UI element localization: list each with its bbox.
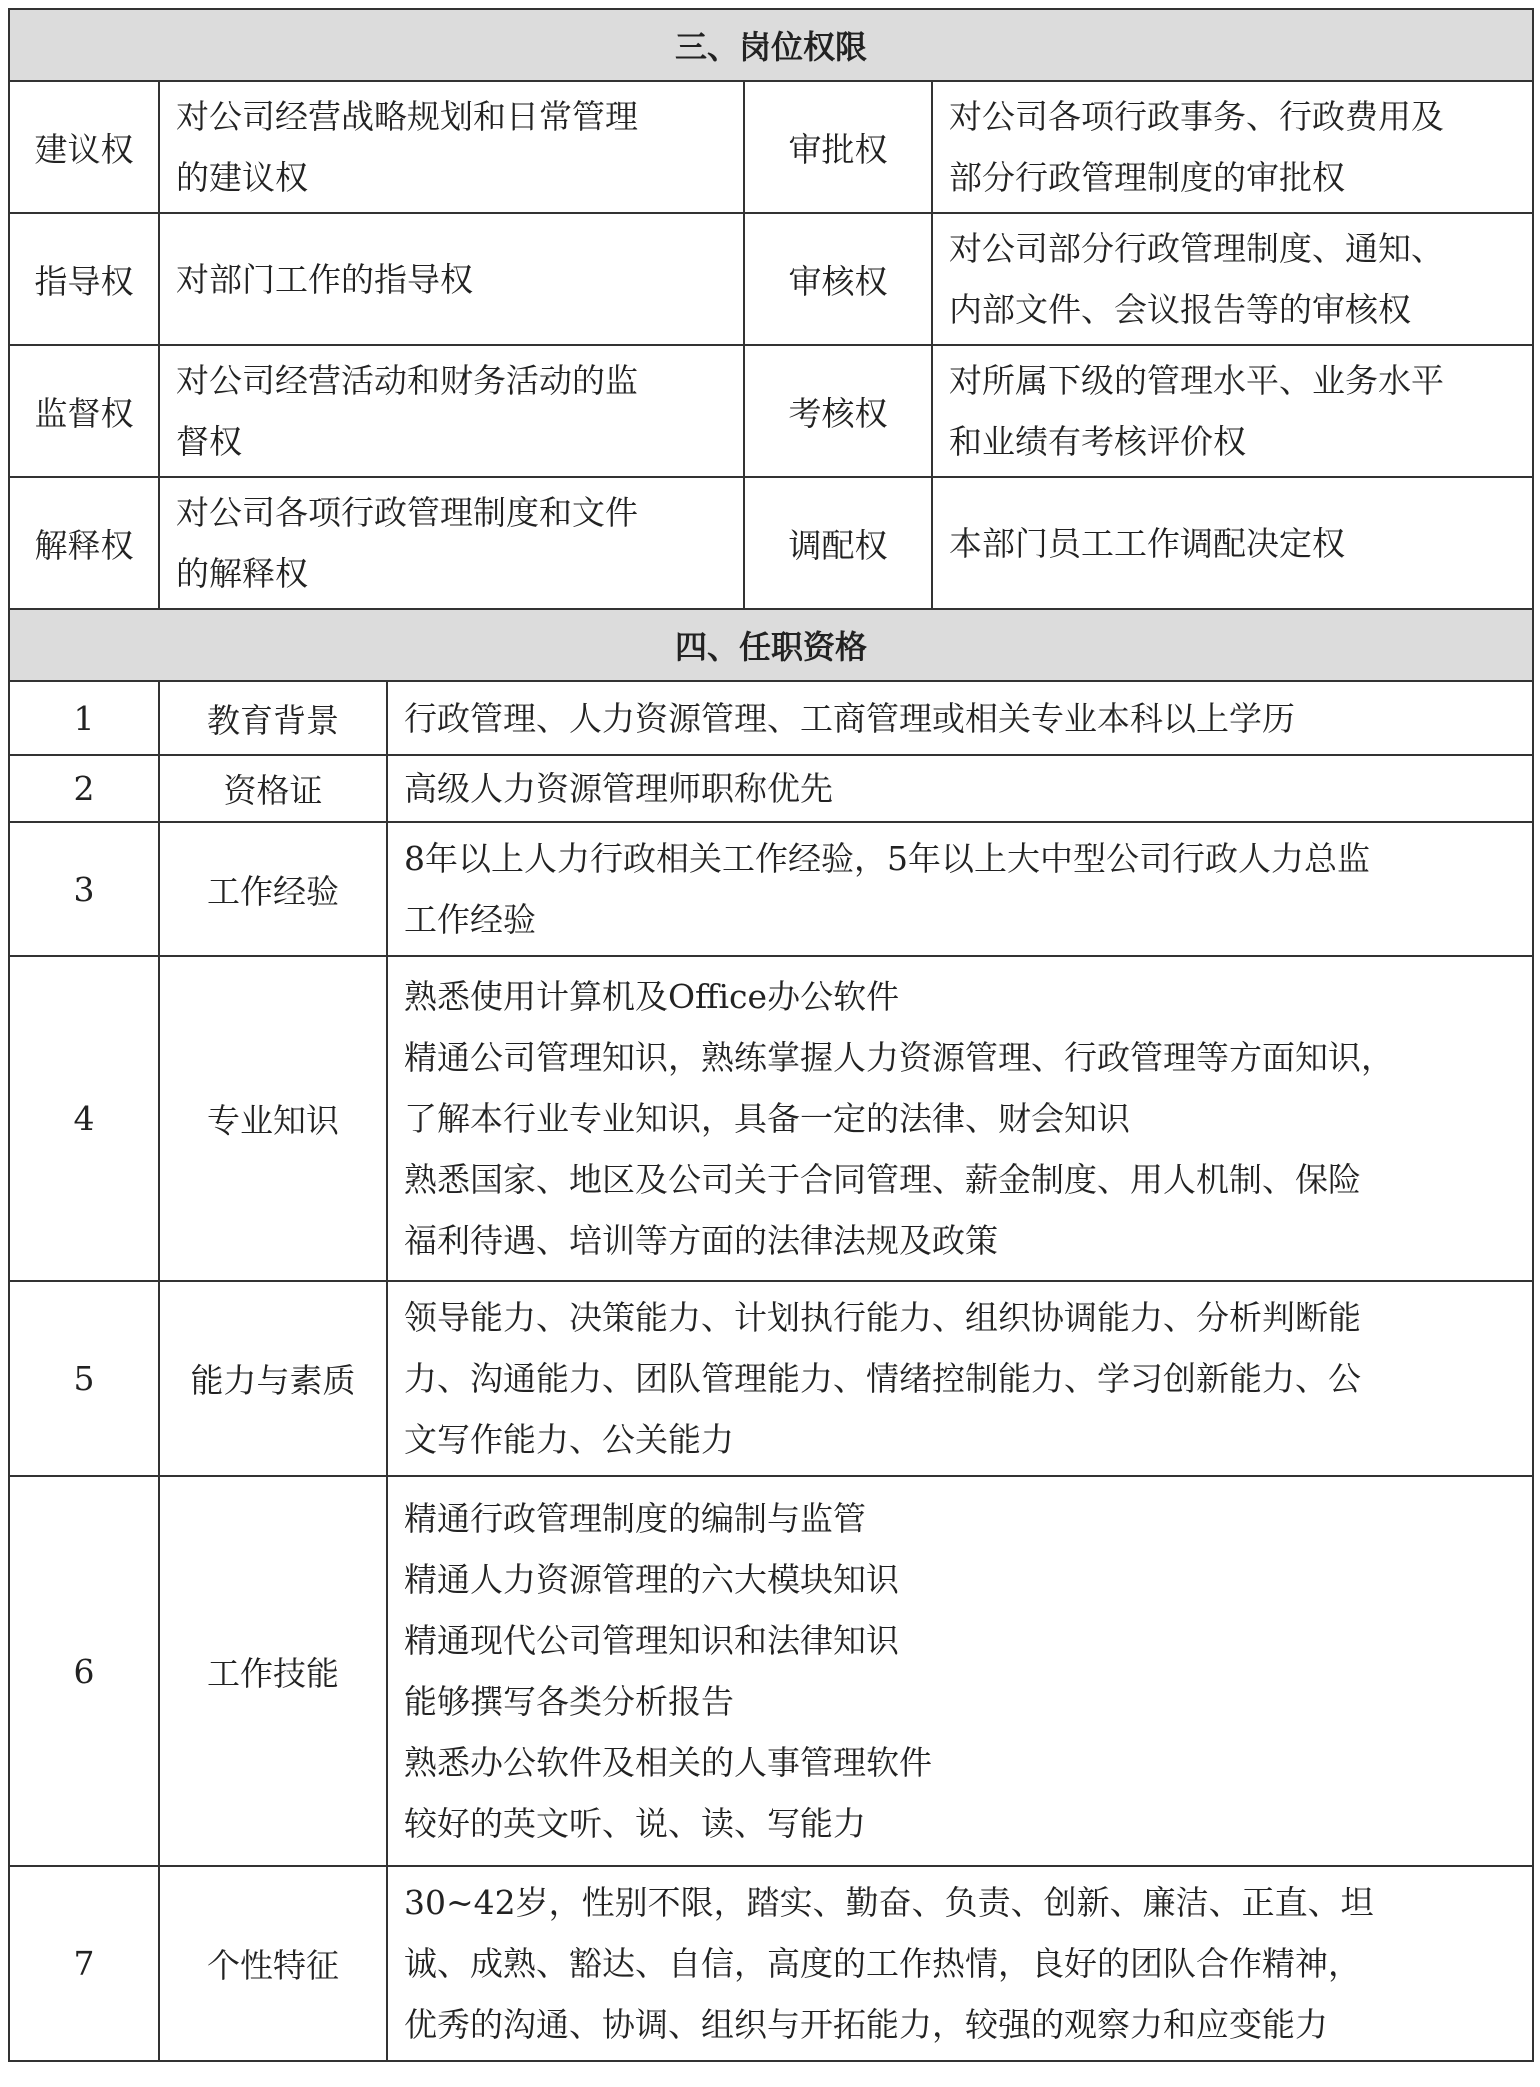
authority-right-label: 审批权 xyxy=(744,81,932,213)
authority-left-text xyxy=(159,81,744,213)
section-4-title: 四、任职资格 xyxy=(9,609,1533,681)
row-number: 6 xyxy=(9,1476,159,1866)
row-number: 3 xyxy=(9,822,159,956)
authority-right-text xyxy=(932,477,1533,609)
qualification-row xyxy=(9,822,1533,956)
qualification-row xyxy=(9,755,1533,822)
qualification-label: 个性特征 xyxy=(159,1866,387,2061)
text-line: 8年以上人力行政相关工作经验，5年以上大中型公司行政人力总监 xyxy=(404,839,1370,878)
qualification-label: 工作技能 xyxy=(159,1476,387,1866)
text-line: 熟悉使用计算机及Office办公软件 xyxy=(404,977,900,1016)
text-line: 30~42岁，性别不限，踏实、勤奋、负责、创新、廉洁、正直、坦 xyxy=(404,1883,1374,1922)
text-line: 行政管理、人力资源管理、工商管理或相关专业本科以上学历 xyxy=(404,698,1295,738)
text-line: 对所属下级的管理水平、业务水平 xyxy=(949,361,1444,400)
text-line: 熟悉国家、地区及公司关于合同管理、薪金制度、用人机制、保险 xyxy=(404,1160,1361,1199)
authority-left-text xyxy=(159,213,744,345)
text-line: 领导能力、决策能力、计划执行能力、组织协调能力、分析判断能 xyxy=(404,1298,1361,1337)
qualification-row xyxy=(9,1476,1533,1866)
authority-row xyxy=(9,345,1533,477)
authority-left-label: 解释权 xyxy=(9,477,159,609)
text-line: 精通行政管理制度的编制与监管 xyxy=(404,1499,866,1538)
text-line: 的建议权 xyxy=(176,158,308,197)
text-line: 熟悉办公软件及相关的人事管理软件 xyxy=(404,1743,932,1782)
authority-right-label: 审核权 xyxy=(744,213,932,345)
text-line: 对公司部分行政管理制度、通知、 xyxy=(949,229,1444,268)
qualification-text xyxy=(387,1281,1533,1476)
qualification-row xyxy=(9,1866,1533,2061)
qualification-document xyxy=(8,8,1532,2062)
authority-left-label: 监督权 xyxy=(9,345,159,477)
text-line: 部分行政管理制度的审批权 xyxy=(949,158,1345,197)
qualification-row xyxy=(9,956,1533,1281)
text-line: 工作经验 xyxy=(404,900,536,939)
authority-left-text xyxy=(159,477,744,609)
text-line: 的解释权 xyxy=(176,554,308,593)
text-line: 较好的英文听、说、读、写能力 xyxy=(404,1804,866,1843)
qualification-label: 专业知识 xyxy=(159,956,387,1281)
authority-right-text xyxy=(932,213,1533,345)
text-line: 力、沟通能力、团队管理能力、情绪控制能力、学习创新能力、公 xyxy=(404,1359,1361,1398)
qualification-row xyxy=(9,1281,1533,1476)
authority-left-label: 建议权 xyxy=(9,81,159,213)
qualification-label: 资格证 xyxy=(159,755,387,822)
section-3-title: 三、岗位权限 xyxy=(9,9,1533,81)
row-number: 4 xyxy=(9,956,159,1281)
text-line: 对部门工作的指导权 xyxy=(176,259,473,299)
text-line: 本部门员工工作调配决定权 xyxy=(949,523,1345,563)
row-number: 2 xyxy=(9,755,159,822)
authority-row xyxy=(9,213,1533,345)
text-line: 对公司经营活动和财务活动的监 xyxy=(176,361,638,400)
qualification-text xyxy=(387,681,1533,755)
text-line: 督权 xyxy=(176,422,242,461)
authority-left-text xyxy=(159,345,744,477)
text-line: 福利待遇、培训等方面的法律法规及政策 xyxy=(404,1221,998,1260)
row-number: 1 xyxy=(9,681,159,755)
authority-left-label: 指导权 xyxy=(9,213,159,345)
text-line: 了解本行业专业知识，具备一定的法律、财会知识 xyxy=(404,1099,1130,1138)
authority-right-label: 考核权 xyxy=(744,345,932,477)
text-line: 精通公司管理知识，熟练掌握人力资源管理、行政管理等方面知识， xyxy=(404,1038,1394,1077)
text-line: 诚、成熟、豁达、自信，高度的工作热情，良好的团队合作精神， xyxy=(404,1944,1361,1983)
text-line: 对公司各项行政事务、行政费用及 xyxy=(949,97,1444,136)
text-line: 对公司各项行政管理制度和文件 xyxy=(176,493,638,532)
text-line: 精通人力资源管理的六大模块知识 xyxy=(404,1560,899,1599)
authority-row xyxy=(9,81,1533,213)
qualification-label: 教育背景 xyxy=(159,681,387,755)
qualification-label: 能力与素质 xyxy=(159,1281,387,1476)
qualification-text xyxy=(387,1476,1533,1866)
authority-right-text xyxy=(932,81,1533,213)
authority-qualification-table xyxy=(8,8,1534,2062)
authority-right-text xyxy=(932,345,1533,477)
text-line: 精通现代公司管理知识和法律知识 xyxy=(404,1621,899,1660)
text-line: 高级人力资源管理师职称优先 xyxy=(404,769,833,808)
row-number: 5 xyxy=(9,1281,159,1476)
authority-right-label: 调配权 xyxy=(744,477,932,609)
text-line: 文写作能力、公关能力 xyxy=(404,1420,734,1459)
authority-row xyxy=(9,477,1533,609)
qualification-text xyxy=(387,755,1533,822)
text-line: 对公司经营战略规划和日常管理 xyxy=(176,97,638,136)
text-line: 优秀的沟通、协调、组织与开拓能力，较强的观察力和应变能力 xyxy=(404,2005,1328,2044)
qualification-row xyxy=(9,681,1533,755)
text-line: 和业绩有考核评价权 xyxy=(949,422,1246,461)
qualification-text xyxy=(387,822,1533,956)
text-line: 内部文件、会议报告等的审核权 xyxy=(949,290,1411,329)
qualification-label: 工作经验 xyxy=(159,822,387,956)
qualification-text xyxy=(387,1866,1533,2061)
row-number: 7 xyxy=(9,1866,159,2061)
qualification-text xyxy=(387,956,1533,1281)
text-line: 能够撰写各类分析报告 xyxy=(404,1682,734,1721)
